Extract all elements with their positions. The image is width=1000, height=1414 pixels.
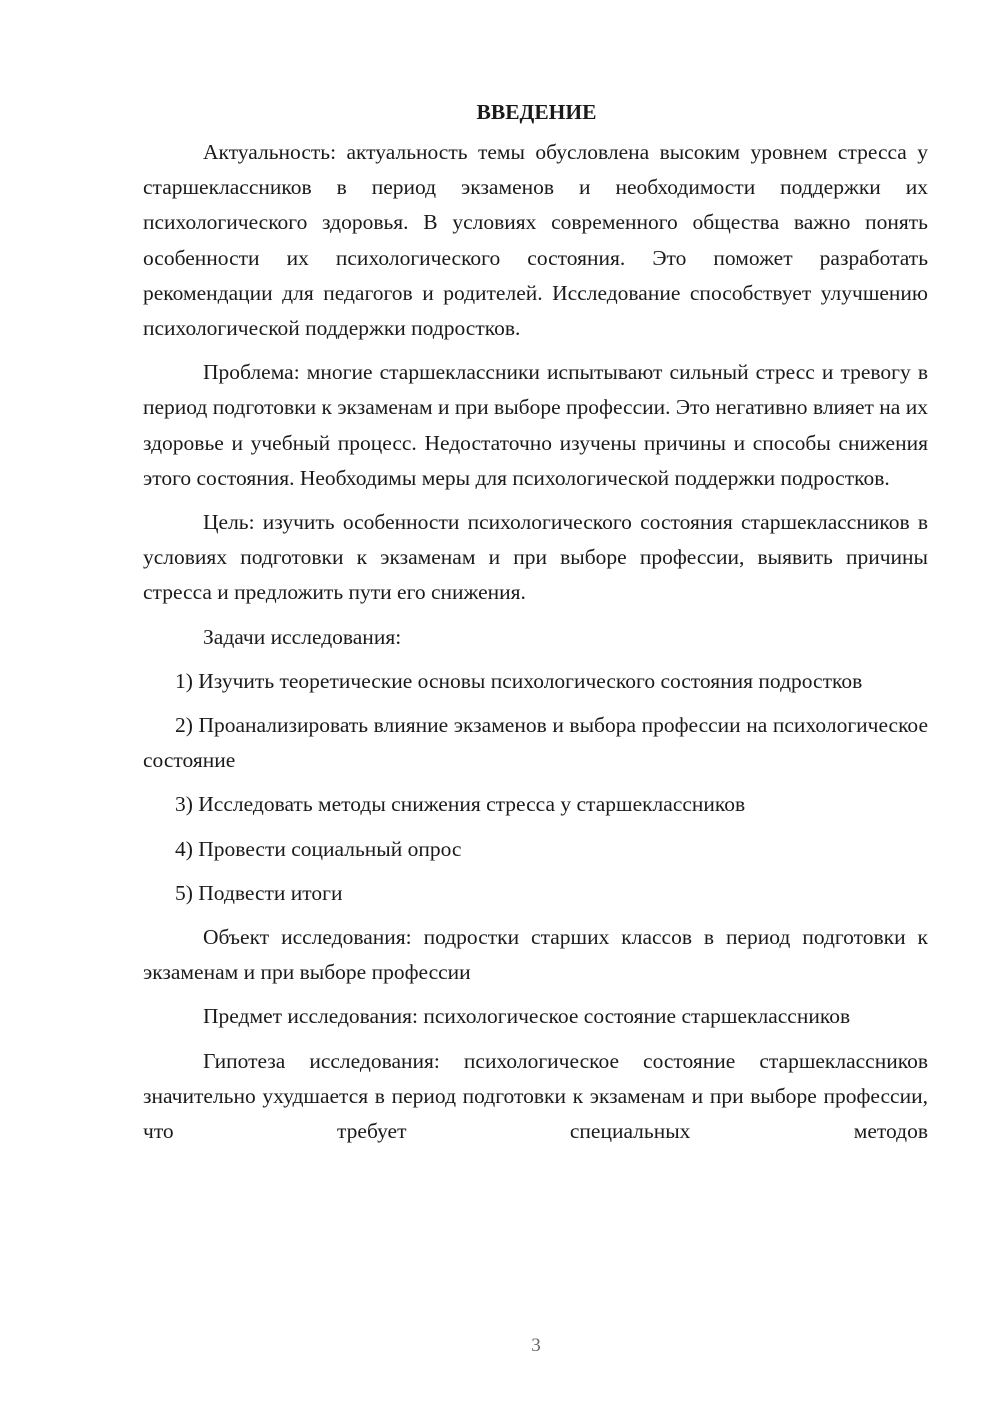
paragraph-problem: Проблема: многие старшеклассники испытывают сильный стресс и тревогу в период подготовки к экзаменам и при выборе профессии. Это негативно влияет на их здоровье и учебный процесс. Недостаточно изучены причины и способы снижения этого состояния. Необходимы меры для психологической поддержки подростков.: [143, 360, 928, 490]
page-number: 3: [531, 1335, 541, 1356]
paragraph-tasks-heading: Задачи исследования:: [203, 624, 402, 649]
section-title: ВВЕДЕНИЕ: [476, 100, 597, 124]
task-item-1: 1) Изучить теоретические основы психологического состояния подростков: [175, 668, 863, 693]
task-item-3: 3) Исследовать методы снижения стресса у старшеклассников: [175, 792, 746, 817]
paragraph-relevance: Актуальность: актуальность темы обусловлена высоким уровнем стресса у старшеклассников в период экзаменов и необходимости поддержки их психологического здоровья. В условиях современного общества важно понять особенности их психологического состояния. Это поможет разработать рекомендации для педагогов и родителей. Исследование способствует улучшению психологической поддержки подростков.: [143, 140, 928, 341]
paragraph-hypothesis: Гипотеза исследования: психологическое состояние старшеклассников значительно ухудшается в период подготовки к экзаменам и при выборе профессии, что требует специальных методов: [143, 1048, 928, 1144]
task-item-2: 2) Проанализировать влияние экзаменов и выбора профессии на психологическое состояние: [143, 713, 928, 773]
task-item-4: 4) Провести социальный опрос: [175, 836, 462, 861]
paragraph-subject: Предмет исследования: психологическое состояние старшеклассников: [203, 1004, 851, 1029]
paragraph-object: Объект исследования: подростки старших классов в период подготовки к экзаменам и при выборе профессии: [143, 925, 928, 985]
paragraph-goal: Цель: изучить особенности психологического состояния старшеклассников в условиях подготовки к экзаменам и при выборе профессии, выявить причины стресса и предложить пути его снижения.: [143, 510, 928, 605]
task-item-5: 5) Подвести итоги: [175, 880, 343, 905]
document-body: [143, 95, 928, 1149]
